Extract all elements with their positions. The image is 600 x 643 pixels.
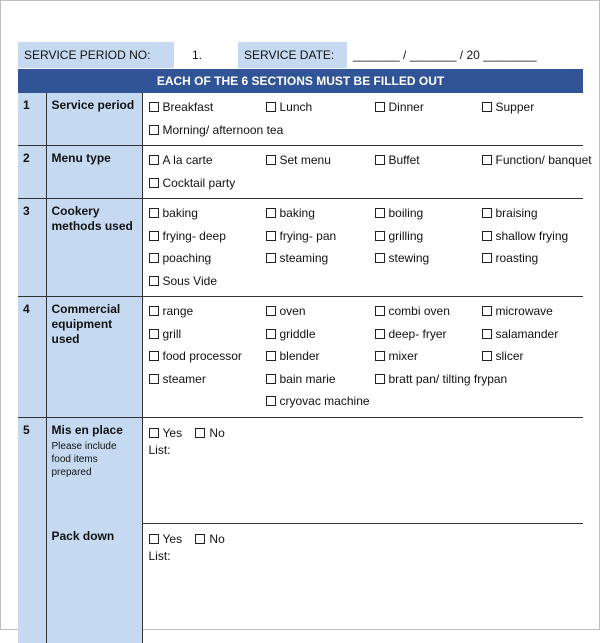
service-date-field[interactable]: _______ / _______ / 20 ________ xyxy=(347,42,583,68)
checkbox-icon[interactable] xyxy=(375,253,385,263)
header-row xyxy=(18,42,583,69)
option-label: stewing xyxy=(388,251,430,265)
option-label: grilling xyxy=(388,228,424,243)
option-checkbox[interactable] xyxy=(375,300,482,323)
mis-en-place-cell xyxy=(142,417,583,523)
option-checkbox[interactable] xyxy=(375,202,482,225)
checkbox-icon[interactable] xyxy=(149,374,159,384)
checkbox-icon[interactable] xyxy=(266,102,276,112)
option-label: Set menu xyxy=(279,153,331,167)
option-checkbox[interactable] xyxy=(482,345,600,368)
service-date-label: SERVICE DATE: xyxy=(244,48,335,62)
checkbox-icon[interactable] xyxy=(375,329,385,339)
checkbox-icon[interactable] xyxy=(149,178,159,188)
option-checkbox[interactable] xyxy=(149,390,266,413)
option-label: Supper xyxy=(495,100,535,114)
option-checkbox[interactable] xyxy=(266,247,375,270)
checkbox-icon[interactable] xyxy=(149,329,159,339)
option-checkbox[interactable] xyxy=(149,270,266,293)
service-period-label: SERVICE PERIOD NO: xyxy=(24,48,151,62)
section-label: Service period xyxy=(46,93,142,146)
option-label: braising xyxy=(495,206,538,220)
option-label: slicer xyxy=(495,349,524,363)
mis-en-place-label: Mis en place xyxy=(51,422,123,437)
options-cell xyxy=(142,146,592,199)
checkbox-icon[interactable] xyxy=(149,351,159,361)
checkbox-icon[interactable] xyxy=(149,155,159,165)
option-label: grill xyxy=(162,326,182,341)
checkbox-icon[interactable] xyxy=(375,374,385,384)
option-label: baking xyxy=(162,206,198,220)
option-label: mixer xyxy=(388,349,418,363)
option-label: Buffet xyxy=(388,153,420,167)
list-label: List: xyxy=(148,548,171,563)
checkbox-icon[interactable] xyxy=(266,306,276,316)
section-label: Commercial equipment used xyxy=(46,297,142,418)
checkbox-icon[interactable] xyxy=(266,253,276,263)
option-label: food processor xyxy=(162,349,242,363)
checkbox-icon[interactable] xyxy=(266,208,276,218)
option-checkbox[interactable] xyxy=(266,149,375,172)
option-label: shallow frying xyxy=(495,228,569,243)
checkbox-icon[interactable] xyxy=(266,351,276,361)
option-label: range xyxy=(162,304,194,318)
option-checkbox[interactable] xyxy=(266,390,375,413)
options-cell xyxy=(142,199,583,297)
option-checkbox[interactable] xyxy=(266,368,375,391)
checkbox-icon[interactable] xyxy=(149,253,159,263)
option-checkbox[interactable] xyxy=(149,225,266,248)
checkbox-icon[interactable] xyxy=(149,125,159,135)
yes-label: Yes xyxy=(162,531,183,546)
option-label: frying- deep xyxy=(162,228,226,243)
checkbox-icon[interactable] xyxy=(266,155,276,165)
section-label xyxy=(46,417,142,523)
option-label: Dinner xyxy=(388,100,424,114)
checkbox-icon[interactable] xyxy=(375,155,385,165)
section-number: 5 xyxy=(18,417,46,643)
option-label: roasting xyxy=(495,251,539,265)
option-label: Morning/ afternoon tea xyxy=(162,122,284,137)
option-label: salamander xyxy=(495,326,559,341)
checkbox-icon[interactable] xyxy=(482,155,492,165)
list-input-area[interactable] xyxy=(149,457,584,517)
section-number: 1 xyxy=(18,93,46,146)
checkbox-icon[interactable] xyxy=(375,351,385,361)
option-label: A la carte xyxy=(162,153,213,167)
checkbox-icon[interactable] xyxy=(149,276,159,286)
section-number: 2 xyxy=(18,146,46,199)
option-checkbox[interactable] xyxy=(266,96,375,119)
section-row xyxy=(18,297,583,418)
option-checkbox[interactable] xyxy=(375,368,600,391)
checkbox-icon[interactable] xyxy=(482,231,492,241)
option-checkbox[interactable] xyxy=(149,172,266,195)
checkbox-icon[interactable] xyxy=(266,231,276,241)
section-row xyxy=(18,417,583,523)
option-checkbox[interactable] xyxy=(266,225,375,248)
option-checkbox[interactable] xyxy=(375,225,482,248)
option-checkbox[interactable] xyxy=(482,225,600,248)
option-checkbox[interactable] xyxy=(375,96,482,119)
checkbox-icon[interactable] xyxy=(482,351,492,361)
pack-down-row xyxy=(18,523,583,643)
yes-no-group xyxy=(149,527,584,549)
option-label: Lunch xyxy=(279,100,313,114)
checkbox-icon[interactable] xyxy=(149,306,159,316)
checkbox-icon[interactable] xyxy=(482,102,492,112)
no-label: No xyxy=(209,425,225,440)
checkbox-icon[interactable] xyxy=(149,208,159,218)
checkbox-icon[interactable] xyxy=(266,374,276,384)
section-label: Menu type xyxy=(46,146,142,199)
option-label: steamer xyxy=(162,371,206,386)
option-checkbox[interactable] xyxy=(482,300,600,323)
yes-label: Yes xyxy=(162,425,183,440)
option-checkbox[interactable] xyxy=(375,323,482,346)
option-checkbox[interactable] xyxy=(266,300,375,323)
option-checkbox[interactable] xyxy=(375,247,482,270)
option-label: cryovac machine xyxy=(279,394,370,408)
option-label: Sous Vide xyxy=(162,273,217,288)
checkbox-icon[interactable] xyxy=(266,329,276,339)
mis-en-place-note: Please include food items prepared xyxy=(51,440,117,478)
banner-text: EACH OF THE 6 SECTIONS MUST BE FILLED OUT xyxy=(18,69,583,94)
option-label: baking xyxy=(279,206,315,220)
option-label: blender xyxy=(279,349,320,363)
option-checkbox[interactable] xyxy=(482,149,600,172)
option-checkbox[interactable] xyxy=(482,96,600,119)
section-row xyxy=(18,146,583,199)
checkbox-icon[interactable] xyxy=(482,208,492,218)
checkbox-icon[interactable] xyxy=(375,306,385,316)
option-checkbox[interactable] xyxy=(149,96,266,119)
option-checkbox[interactable] xyxy=(266,202,375,225)
option-checkbox[interactable] xyxy=(149,202,266,225)
option-label: combi oven xyxy=(388,304,450,318)
option-checkbox[interactable] xyxy=(149,149,266,172)
no-label: No xyxy=(209,531,225,546)
checkbox-icon[interactable] xyxy=(375,208,385,218)
option-checkbox[interactable] xyxy=(149,119,284,142)
option-label: Function/ banquet xyxy=(495,153,592,167)
option-checkbox[interactable] xyxy=(149,247,266,270)
pack-down-cell xyxy=(142,523,583,643)
list-input-area[interactable] xyxy=(149,563,584,633)
option-label: bratt pan/ tilting frypan xyxy=(388,371,508,386)
section-row xyxy=(18,199,583,297)
option-label: Cocktail party xyxy=(162,175,236,190)
option-label: bain marie xyxy=(279,371,336,386)
no-checkbox[interactable] xyxy=(195,426,224,440)
option-checkbox[interactable] xyxy=(149,368,266,391)
option-checkbox[interactable] xyxy=(482,247,600,270)
yes-checkbox[interactable] xyxy=(149,532,183,546)
no-checkbox[interactable] xyxy=(195,532,224,546)
yes-checkbox[interactable] xyxy=(149,426,183,440)
pack-down-label: Pack down xyxy=(46,523,142,643)
option-checkbox[interactable] xyxy=(149,323,266,346)
list-label: List: xyxy=(148,442,171,457)
option-label: frying- pan xyxy=(279,228,337,243)
option-checkbox[interactable] xyxy=(375,149,482,172)
option-label: griddle xyxy=(279,326,316,341)
option-checkbox[interactable] xyxy=(482,323,600,346)
options-cell xyxy=(142,93,583,146)
option-checkbox[interactable] xyxy=(266,323,375,346)
option-label: Breakfast xyxy=(162,100,214,114)
checkbox-icon[interactable] xyxy=(266,396,276,406)
option-label: boiling xyxy=(388,206,424,220)
section-row xyxy=(18,93,583,146)
checkbox-icon[interactable] xyxy=(482,253,492,263)
option-label: deep- fryer xyxy=(388,326,447,341)
option-checkbox[interactable] xyxy=(266,345,375,368)
section-number: 4 xyxy=(18,297,46,418)
options-cell xyxy=(142,297,583,418)
option-checkbox[interactable] xyxy=(149,345,266,368)
option-label: poaching xyxy=(162,251,212,265)
option-checkbox[interactable] xyxy=(149,300,266,323)
service-form-table xyxy=(18,42,592,643)
yes-no-group xyxy=(149,421,584,443)
section-number: 3 xyxy=(18,199,46,297)
section-label: Cookery methods used xyxy=(46,199,142,297)
option-checkbox[interactable] xyxy=(482,202,600,225)
checkbox-icon[interactable] xyxy=(375,231,385,241)
checkbox-icon[interactable] xyxy=(149,231,159,241)
checkbox-icon[interactable] xyxy=(482,329,492,339)
banner-row xyxy=(18,69,583,94)
service-period-value[interactable]: 1. xyxy=(174,42,238,68)
option-label: microwave xyxy=(495,304,553,318)
checkbox-icon[interactable] xyxy=(375,102,385,112)
option-checkbox[interactable] xyxy=(375,345,482,368)
option-label: steaming xyxy=(279,251,329,265)
checkbox-icon[interactable] xyxy=(482,306,492,316)
option-label: oven xyxy=(279,304,306,318)
checkbox-icon[interactable] xyxy=(149,102,159,112)
